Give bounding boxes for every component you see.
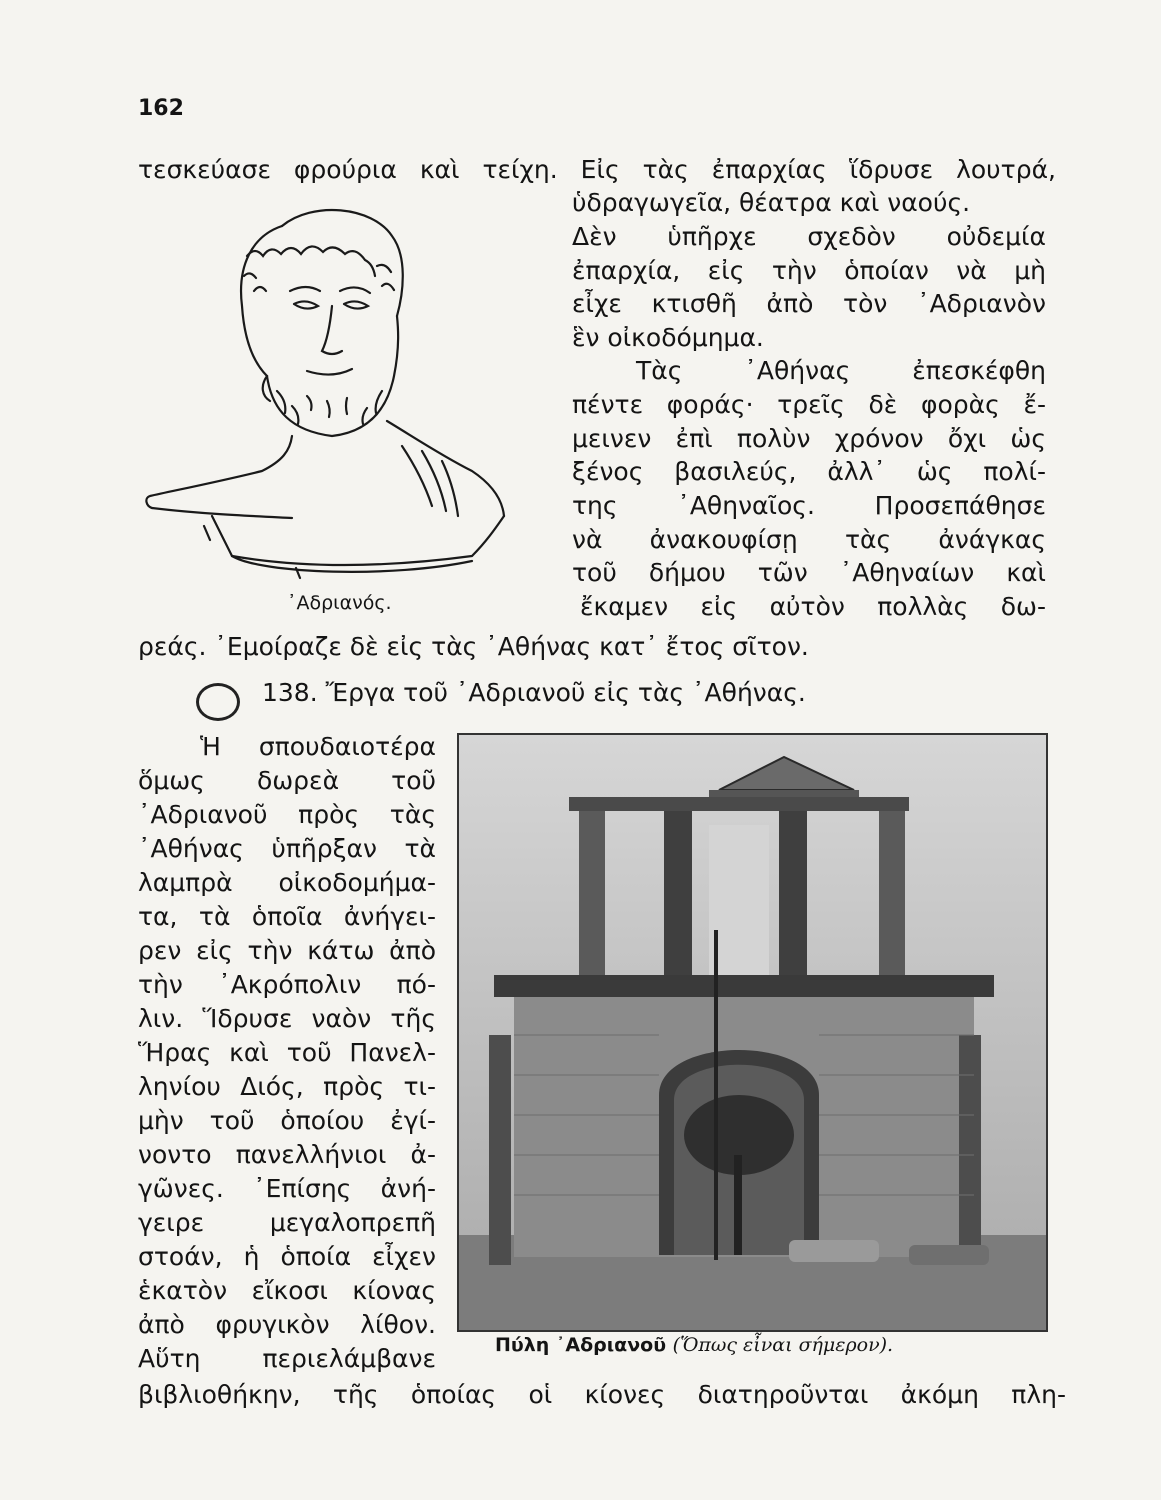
text-line: Ἥρας καὶ τοῦ Πανελ- [138,1038,436,1067]
text-line: Αὕτη περιελάμβανε [138,1344,436,1373]
photo-caption [495,1334,893,1356]
text-line: ξένος βασιλεύς, ἀλλ᾿ ὡς πολί- [572,457,1046,486]
text-line: μεινεν ἐπὶ πολὺν χρόνον ὄχι ὡς [572,424,1046,453]
text-line: Δὲν ὑπῆρχε σχεδὸν οὐδεμία [572,222,1046,251]
text-line: λαμπρὰ οἰκοδομήμα- [138,868,436,897]
text-line: ἓν οἰκοδόμημα. [572,323,764,352]
text-line: γειρε μεγαλοπρεπῆ [138,1208,436,1237]
text-line: εἶχε κτισθῆ ἀπὸ τὸν ᾿Αδριανὸν [572,289,1046,318]
text-line: ᾿Αθήνας ὑπῆρξαν τὰ [138,834,436,863]
text-line: βιβλιοθήκην, τῆς ὁποίας οἱ κίονες διατηροῦνται ἀκόμη πλη- [138,1380,1066,1409]
text-line: τεσκεύασε φρούρια καὶ τείχη. Εἰς τὰς ἐπαρχίας ἵδρυσε λουτρά, [138,155,1056,184]
text-line: ἑκατὸν εἴκοσι κίονας [138,1276,436,1305]
text-line: ὑδραγωγεῖα, θέατρα καὶ ναούς. [572,188,971,217]
text-line: της ᾿Αθηναῖος. Προσεπάθησε [572,491,1046,520]
text-line: λιν. Ἵδρυσε ναὸν τῆς [138,1004,436,1033]
text-line: ᾿Αδριανοῦ πρὸς τὰς [138,800,436,829]
hadrians-arch-photo [457,733,1048,1332]
text-line: ρεν εἰς τὴν κάτω ἀπὸ [138,936,436,965]
text-line: Ἡ σπουδαιοτέρα [200,732,436,761]
photo-caption-note: (Ὅπως εἶναι σήμερον). [672,1334,894,1356]
text-line: νοντο πανελλήνιοι ἀ- [138,1140,436,1169]
text-line: γῶνες. ᾿Επίσης ἀνή- [138,1174,436,1203]
bust-caption: ᾿Αδριανός. [287,592,392,614]
photo-caption-title: Πύλη ᾿Αδριανοῦ [495,1334,667,1356]
text-line: ληνίου Διός, πρὸς τι- [138,1072,436,1101]
section-heading: 138. Ἔργα τοῦ ᾿Αδριανοῦ εἰς τὰς ᾿Αθήνας. [262,678,806,707]
text-line: τα, τὰ ὁποῖα ἀνήγει- [138,902,436,931]
text-line: ἔκαμεν εἰς αὐτὸν πολλὰς δω- [580,592,1046,621]
text-line: μὴν τοῦ ὁποίου ἐγί- [138,1106,436,1135]
text-line: ἀπὸ φρυγικὸν λίθον. [138,1310,436,1339]
text-line: τὴν ᾿Ακρόπολιν πό- [138,970,436,999]
hand-drawn-circle-mark [196,683,240,721]
text-line: ἐπαρχία, εἰς τὴν ὁποίαν νὰ μὴ [572,256,1046,285]
text-line: νὰ ἀνακουφίσῃ τὰς ἀνάγκας [572,525,1046,554]
text-line: τοῦ δήμου τῶν ᾿Αθηναίων καὶ [572,558,1046,587]
text-line: ὅμως δωρεὰ τοῦ [138,766,436,795]
text-line: στοάν, ἡ ὁποία εἶχεν [138,1242,436,1271]
page-number: 162 [138,96,184,121]
hadrian-bust-illustration [142,196,510,581]
text-line: ρεάς. ᾿Εμοίραζε δὲ εἰς τὰς ᾿Αθήνας κατ᾿ ἔτος σῖτον. [138,632,809,661]
text-line: Τὰς ᾿Αθήνας ἐπεσκέφθη [636,356,1046,385]
text-line: πέντε φοράς· τρεῖς δὲ φορὰς ἔ- [572,390,1046,419]
